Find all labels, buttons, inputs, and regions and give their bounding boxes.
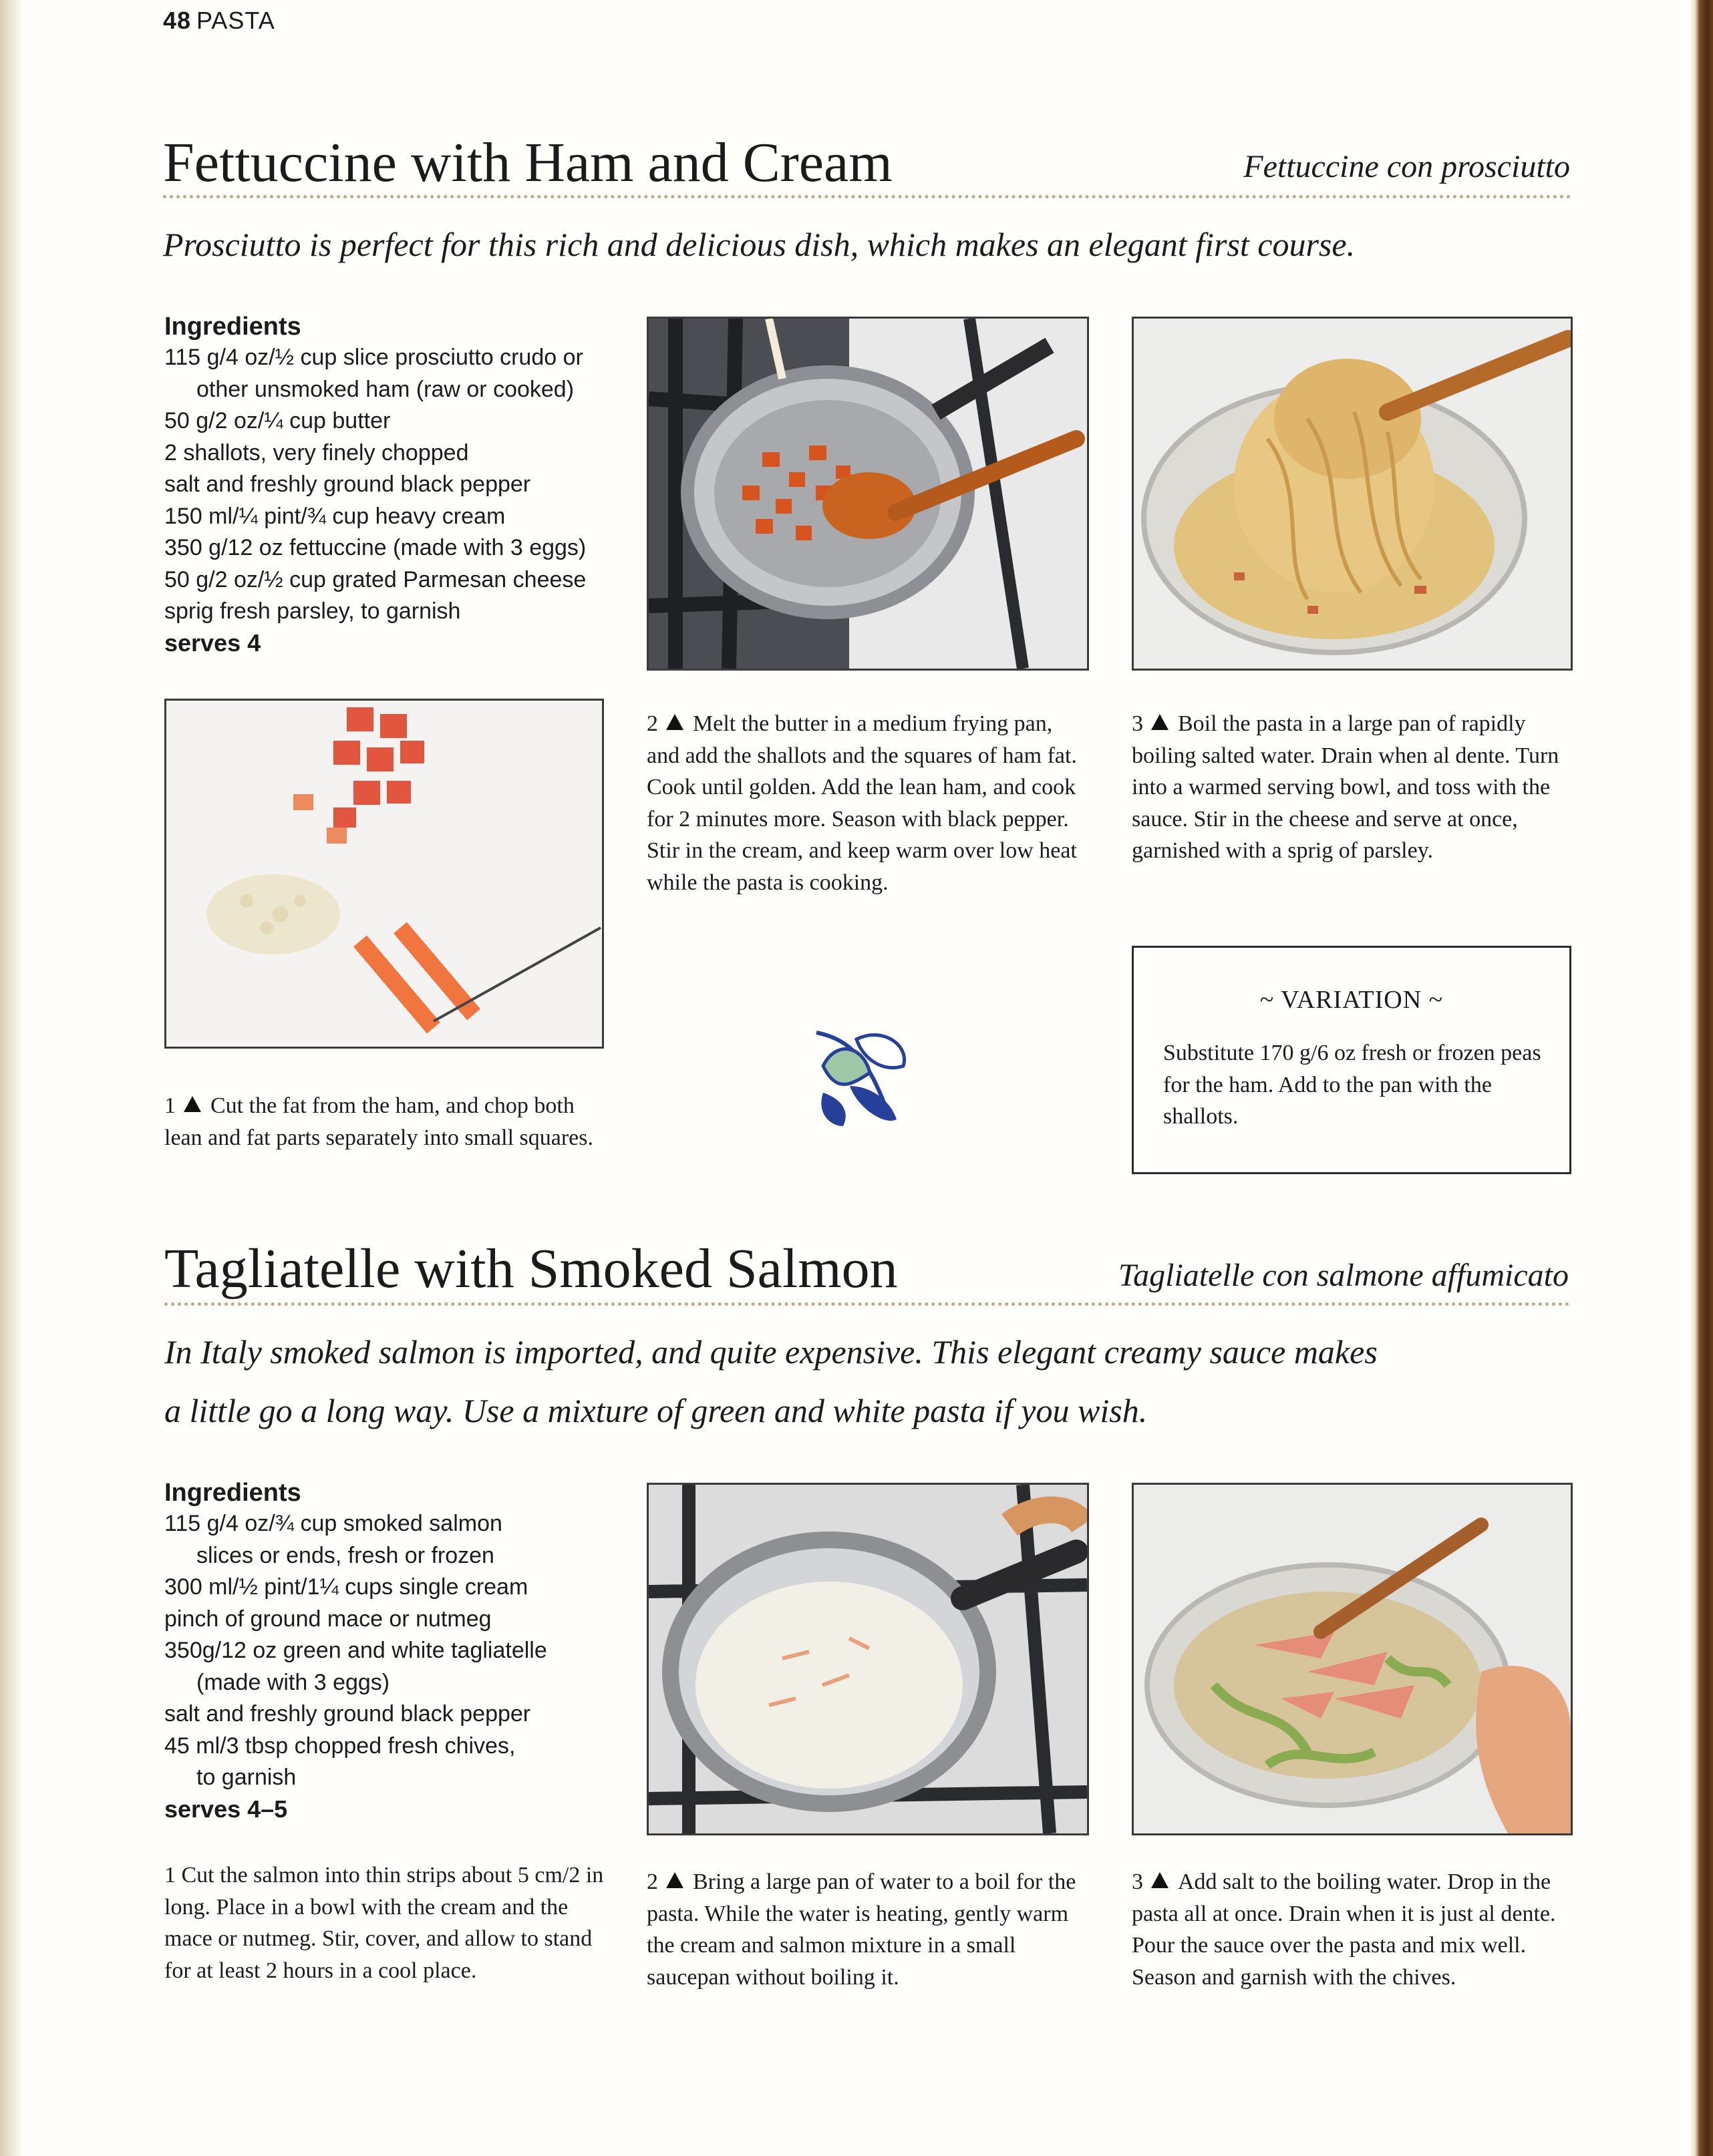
page-gutter — [0, 0, 23, 2156]
step-text: Boil the pasta in a large pan of rapidly boiling salted water. Drain when al dente. Turn into a warmed serving bowl, and toss with the sauce. Stir in the cheese and serve at once, garnished with a sprig of parsley. — [1132, 711, 1559, 863]
ingredients-heading: Ingredients — [164, 1479, 301, 1507]
recipe1-step-3 — [1132, 708, 1569, 867]
photo-cream-in-saucepan — [647, 1483, 1089, 1835]
recipe2-step-1 — [164, 1859, 605, 1986]
leaf-ornament-icon — [810, 1026, 917, 1133]
ingredient-item: salt and freshly ground black pepper — [164, 1701, 531, 1727]
ingredient-item: 350 g/12 oz fettuccine (made with 3 eggs) — [164, 535, 587, 560]
variation-heading: ~ VARIATION ~ — [1259, 986, 1444, 1014]
step-text: Cut the salmon into thin strips about 5 cm/2 in long. Place in a bowl with the cream and the mace or nutmeg. Stir, cover, and allow to stand for at least 2 hours in a cool place. — [164, 1863, 604, 1983]
triangle-icon — [666, 714, 683, 730]
recipe1-ingredients — [164, 311, 632, 659]
intro-line: a little go a long way. Use a mixture of green and white pasta if you wish. — [164, 1392, 1148, 1429]
step-text: Add salt to the boiling water. Drop in the pasta all at once. Drain when it is just al dente. Pour the sauce over the pasta and mix well. Season and garnish with the chives. — [1132, 1869, 1556, 1990]
ingredient-item: 115 g/4 oz/½ cup slice prosciutto crudo or — [164, 345, 583, 370]
step-number: 1 — [164, 1863, 176, 1888]
ingredient-item: to garnish — [196, 1765, 297, 1790]
ingredient-item: 300 ml/½ pint/1¼ cups single cream — [164, 1574, 528, 1600]
photo-fettuccine-in-bowl — [1132, 317, 1573, 671]
triangle-icon — [1151, 1872, 1169, 1888]
intro-line: In Italy smoked salmon is imported, and quite expensive. This elegant creamy sauce makes — [164, 1333, 1378, 1371]
step-number: 3 — [1132, 711, 1143, 736]
step-text: Bring a large pan of water to a boil for the pasta. While the water is heating, gently warm the cream and salmon mixture in a small saucepan without boiling it. — [647, 1869, 1076, 1990]
recipe1-step-2 — [647, 708, 1085, 898]
step-text: Melt the butter in a medium frying pan, and add the shallots and the squares of ham fat. Cook until golden. Add the lean ham, and cook for 2 minutes more. Season with black pepper. Stir in the cream, and keep warm over low heat while the pasta is cooking. — [647, 711, 1077, 895]
photo-chopped-ham-on-board — [164, 699, 604, 1049]
ingredient-item: 45 ml/3 tbsp chopped fresh chives, — [164, 1733, 516, 1759]
step-number: 3 — [1132, 1869, 1143, 1894]
ingredient-item: 150 ml/¼ pint/¾ cup heavy cream — [164, 503, 506, 529]
variation-box — [1132, 946, 1571, 1174]
ingredient-item: salt and freshly ground black pepper — [164, 472, 531, 497]
triangle-icon — [666, 1872, 683, 1888]
page-header — [163, 7, 275, 35]
ingredient-item: 2 shallots, very finely chopped — [164, 439, 469, 466]
ingredient-item: slices or ends, fresh or frozen — [196, 1542, 494, 1568]
recipe2-step-2 — [647, 1866, 1085, 1993]
book-binding-edge — [1689, 0, 1713, 2156]
page-number: 48 — [163, 7, 192, 34]
recipe2-intro — [164, 1322, 1581, 1440]
recipe2-italian-title: Tagliatelle con salmone affumicato — [1118, 1258, 1569, 1293]
ingredient-item: 350g/12 oz green and white tagliatelle — [164, 1638, 547, 1663]
recipe2-title: Tagliatelle with Smoked Salmon — [164, 1238, 898, 1300]
step-text: Cut the fat from the ham, and chop both lean and fat parts separately into small squares. — [164, 1093, 593, 1150]
recipe1-dotted-rule — [163, 195, 1571, 198]
ingredient-item: 50 g/2 oz/¼ cup butter — [164, 408, 391, 433]
triangle-icon — [184, 1096, 201, 1112]
ingredient-item: (made with 3 eggs) — [196, 1669, 390, 1695]
section-name: PASTA — [196, 7, 275, 34]
step-number: 1 — [164, 1093, 176, 1118]
ingredient-item: 50 g/2 oz/½ cup grated Parmesan cheese — [164, 566, 587, 592]
ingredients-heading: Ingredients — [164, 313, 301, 341]
serves-count: serves 4–5 — [164, 1795, 288, 1823]
step-number: 2 — [647, 711, 658, 736]
ingredient-item: 115 g/4 oz/¾ cup smoked salmon — [164, 1511, 502, 1536]
photo-ham-in-frying-pan — [647, 317, 1089, 671]
recipe1-step-1 — [164, 1090, 605, 1153]
triangle-icon — [1151, 714, 1169, 730]
serves-count: serves 4 — [164, 628, 261, 657]
ingredient-item: pinch of ground mace or nutmeg — [164, 1606, 492, 1632]
recipe1-intro: Prosciutto is perfect for this rich and delicious dish, which makes an elegant first course. — [163, 226, 1356, 263]
recipe2-ingredients — [164, 1477, 632, 1825]
photo-tagliatelle-salmon-bowl — [1132, 1483, 1573, 1835]
recipe1-title: Fettuccine with Ham and Cream — [163, 132, 893, 194]
recipe1-italian-title: Fettuccine con prosciutto — [1243, 149, 1570, 184]
ingredient-item: sprig fresh parsley, to garnish — [164, 598, 461, 624]
ingredient-item: other unsmoked ham (raw or cooked) — [196, 376, 575, 402]
recipe2-step-3 — [1132, 1866, 1569, 1993]
variation-text: Substitute 170 g/6 oz fresh or frozen peas for the ham. Add to the pan with the shallots. — [1163, 1041, 1541, 1129]
recipe2-dotted-rule — [164, 1302, 1570, 1306]
step-number: 2 — [647, 1869, 658, 1894]
